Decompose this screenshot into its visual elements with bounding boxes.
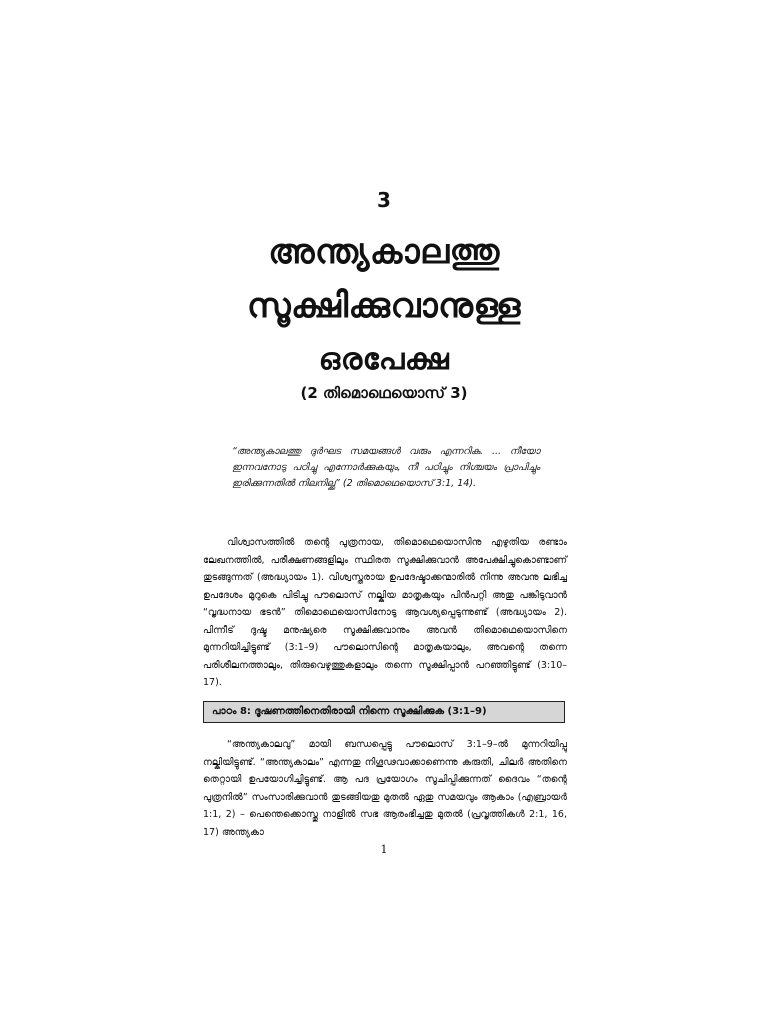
page-number: 1 <box>380 843 388 856</box>
epigraph-quote: “അന്ത്യകാലത്തു ദുർഘട സമയങ്ങൾ വരും എന്നറിക. ... നീയോ ഇന്നവനോടു പഠിച്ചു എന്നോർക്കുകയും, നീ പഠിച്ചും നിശ്ചയം പ്രാപിച്ചും ഇരിക്കുന്നതിൽ നിലനില്ക്ക” (2 തിമൊഥെയൊസ് 3:1, 14). <box>232 446 540 489</box>
chapter-title-line-2: സൂക്ഷിക്കുവാനുള്ള <box>247 286 521 326</box>
chapter-title-line-1: അന്ത്യകാലത്തു <box>268 232 500 272</box>
lesson-heading-box: പാഠം 8: ദൂഷണത്തിനെതിരായി നിന്നെ സൂക്ഷിക്കുക (3:1–9) <box>203 701 565 723</box>
body-paragraph-1: വിശ്വാസത്തിൽ തന്റെ പുത്രനായ, തിമൊഥെയൊസിനു എഴുതിയ രണ്ടാം ലേഖനത്തിൽ, പരീക്ഷണങ്ങളിലും സ്ഥിരത സൂക്ഷിക്കുവാൻ അപേക്ഷിച്ചുകൊണ്ടാണ് തുടങ്ങുന്നത് (അദ്ധ്യായം 1). വിശ്വസ്തരായ ഉപദേഷ്ടാക്കന്മാരിൽ നിന്നു അവനു ലഭിച്ച ഉപദേശം മുറുകെ പിടിച്ചു പൗലൊസ് നല്കിയ മാതൃകയും പിൻപറ്റി അതു പങ്കിടുവാൻ “വൃദ്ധനായ ഭടൻ” തിമൊഥെയൊസിനോടു ആവശ്യപ്പെടുന്നുണ്ട് (അദ്ധ്യായം 2). പിന്നീട് ദുഷ്ട മനുഷ്യരെ സൂക്ഷിക്കുവാനും അവൻ തിമൊഥെയൊസിനെ മുന്നറിയിച്ചിട്ടുണ്ട് (3:1–9) പൗലൊസിന്റെ മാതൃകയാലും, അവന്റെ തന്നെ പരിശീലനത്താലും, തിരുവെഴുത്തുകളാലും തന്നെ സൂക്ഷിപ്പാൻ പറഞ്ഞിട്ടുണ്ട് (3:10–17). <box>203 537 567 688</box>
scripture-reference: (2 തിമൊഥെയൊസ് 3) <box>300 384 468 402</box>
chapter-title-line-3: ഒരപേക്ഷ <box>318 342 450 377</box>
body-paragraph-2: “അന്ത്യകാലവു” മായി ബന്ധപ്പെട്ടു പൗലൊസ് 3:1–9–ൽ മുന്നറിയിപ്പു നല്കിയിട്ടുണ്ട്. “അന്ത്യകാലം” എന്നതു നിഗൂഢവാക്കാണെന്നു കരുതി, ചിലർ അതിനെ തെറ്റായി ഉപയോഗിച്ചിട്ടുണ്ട്. ആ പദ പ്രയോഗം സൂചിപ്പിക്കുന്നത് ദൈവം “തന്റെ പുത്രനിൽ” സംസാരിക്കുവാൻ തുടങ്ങിയതു മുതൽ ഏതു സമയവും ആകാം (എബ്രായർ 1:1, 2) – പെന്തെക്കൊസ്തു നാളിൽ സഭ ആരംഭിച്ചതു മുതൽ (പ്രവൃത്തികൾ 2:1, 16, 17) അന്ത്യകാ <box>203 739 567 838</box>
chapter-number: 3 <box>377 188 391 212</box>
